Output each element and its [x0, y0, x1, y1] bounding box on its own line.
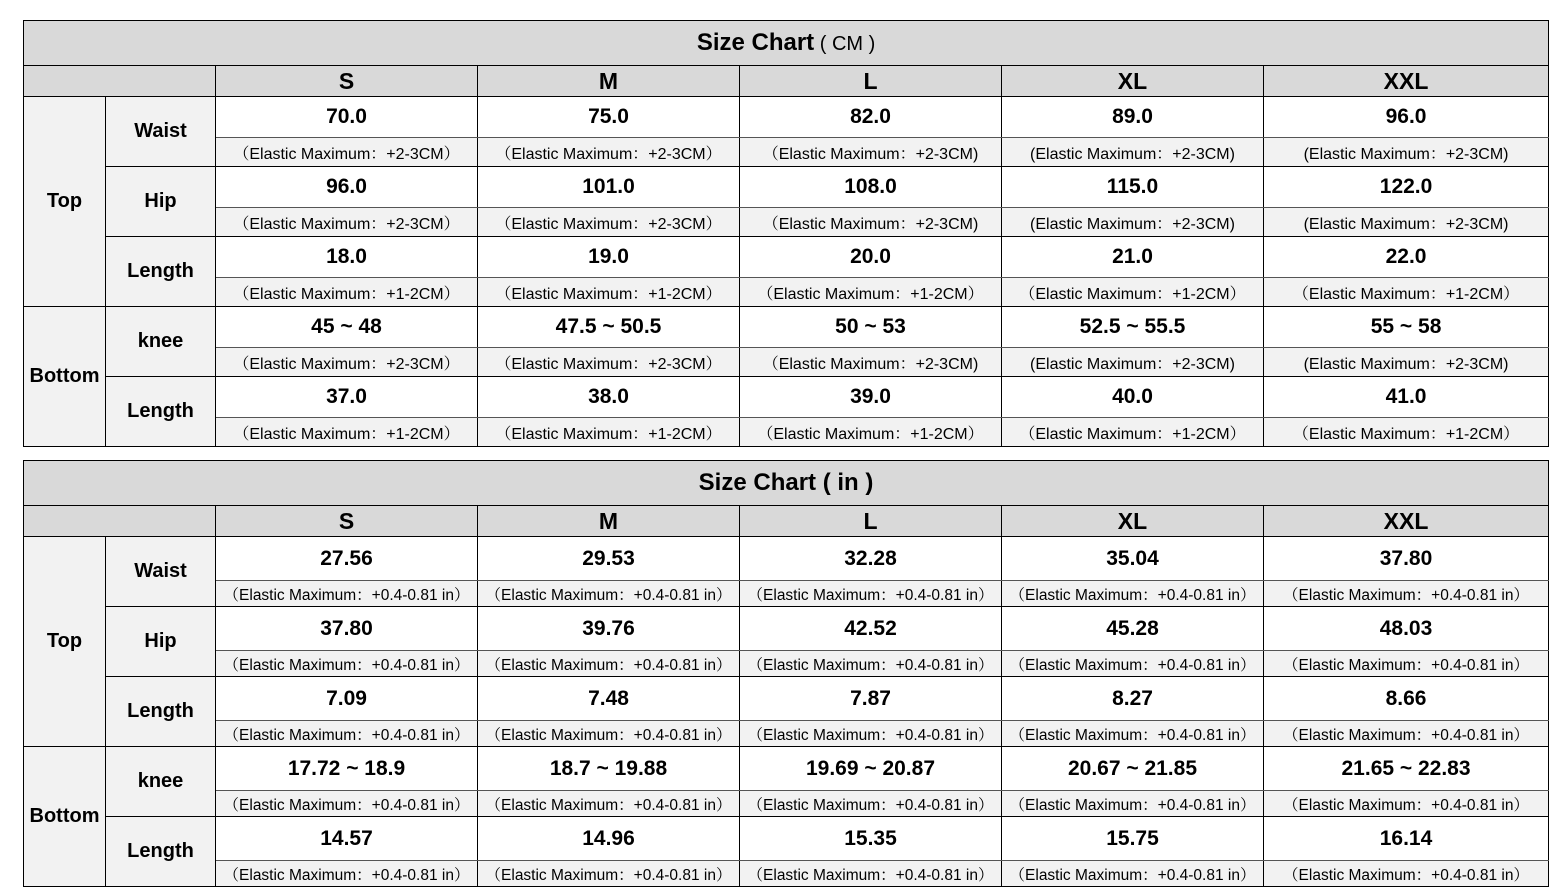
size-chart-in — [23, 460, 1548, 887]
elastic-note: （Elastic Maximum：+1-2CM） — [740, 278, 1002, 307]
elastic-note: （Elastic Maximum：+2-3CM) — [740, 348, 1002, 377]
elastic-note: （Elastic Maximum：+2-3CM) — [740, 208, 1002, 237]
size-value: 55 ~ 58 — [1264, 307, 1549, 348]
measure-label: Length — [106, 817, 216, 887]
elastic-note: （Elastic Maximum：+1-2CM） — [1002, 278, 1264, 307]
table-row — [24, 97, 1549, 138]
measure-label: Hip — [106, 167, 216, 237]
size-value: 45 ~ 48 — [216, 307, 478, 348]
size-value: 42.52 — [740, 607, 1002, 651]
size-value: 37.80 — [1264, 537, 1549, 581]
size-value: 7.87 — [740, 677, 1002, 721]
elastic-note: （Elastic Maximum：+1-2CM） — [478, 278, 740, 307]
size-value: 39.0 — [740, 377, 1002, 418]
table-row — [24, 307, 1549, 348]
elastic-note: （Elastic Maximum：+1-2CM） — [478, 418, 740, 447]
elastic-note: （Elastic Maximum：+0.4-0.81 in） — [478, 581, 740, 607]
size-table — [23, 460, 1549, 887]
group-label: Bottom — [24, 307, 106, 447]
elastic-note: （Elastic Maximum：+0.4-0.81 in） — [1002, 651, 1264, 677]
table-row — [24, 607, 1549, 651]
table-row-note — [24, 208, 1549, 237]
size-value: 18.0 — [216, 237, 478, 278]
size-value: 122.0 — [1264, 167, 1549, 208]
size-value: 20.67 ~ 21.85 — [1002, 747, 1264, 791]
size-header: XXL — [1264, 506, 1549, 537]
size-table — [23, 20, 1549, 447]
elastic-note: （Elastic Maximum：+0.4-0.81 in） — [1002, 791, 1264, 817]
elastic-note: （Elastic Maximum：+0.4-0.81 in） — [740, 861, 1002, 887]
elastic-note: （Elastic Maximum：+0.4-0.81 in） — [216, 651, 478, 677]
table-row — [24, 167, 1549, 208]
elastic-note: （Elastic Maximum：+0.4-0.81 in） — [1002, 581, 1264, 607]
size-value: 37.0 — [216, 377, 478, 418]
size-value: 14.96 — [478, 817, 740, 861]
table-row — [24, 747, 1549, 791]
size-value: 16.14 — [1264, 817, 1549, 861]
elastic-note: （Elastic Maximum：+2-3CM） — [216, 208, 478, 237]
elastic-note: （Elastic Maximum：+0.4-0.81 in） — [1264, 861, 1549, 887]
size-value: 89.0 — [1002, 97, 1264, 138]
table-row — [24, 237, 1549, 278]
elastic-note: （Elastic Maximum：+0.4-0.81 in） — [740, 651, 1002, 677]
chart-title-text: Size Chart — [696, 29, 815, 56]
size-header: M — [478, 66, 740, 97]
size-value: 96.0 — [216, 167, 478, 208]
size-value: 19.0 — [478, 237, 740, 278]
size-value: 20.0 — [740, 237, 1002, 278]
size-value: 39.76 — [478, 607, 740, 651]
size-header: S — [216, 506, 478, 537]
elastic-note: (Elastic Maximum：+2-3CM) — [1264, 208, 1549, 237]
size-header: XL — [1002, 506, 1264, 537]
elastic-note: （Elastic Maximum：+2-3CM） — [478, 138, 740, 167]
size-value: 70.0 — [216, 97, 478, 138]
elastic-note: (Elastic Maximum：+2-3CM) — [1002, 208, 1264, 237]
elastic-note: （Elastic Maximum：+2-3CM） — [216, 138, 478, 167]
table-row-note — [24, 721, 1549, 747]
table-row — [24, 377, 1549, 418]
size-header: L — [740, 66, 1002, 97]
chart-unit: ( in ) — [816, 469, 874, 496]
elastic-note: （Elastic Maximum：+1-2CM） — [740, 418, 1002, 447]
table-row-note — [24, 138, 1549, 167]
table-row-note — [24, 418, 1549, 447]
elastic-note: （Elastic Maximum：+1-2CM） — [1002, 418, 1264, 447]
size-value: 21.65 ~ 22.83 — [1264, 747, 1549, 791]
elastic-note: （Elastic Maximum：+2-3CM） — [478, 348, 740, 377]
size-value: 15.35 — [740, 817, 1002, 861]
elastic-note: （Elastic Maximum：+0.4-0.81 in） — [1002, 721, 1264, 747]
elastic-note: （Elastic Maximum：+2-3CM) — [740, 138, 1002, 167]
size-value: 45.28 — [1002, 607, 1264, 651]
size-value: 18.7 ~ 19.88 — [478, 747, 740, 791]
elastic-note: （Elastic Maximum：+1-2CM） — [216, 418, 478, 447]
size-value: 50 ~ 53 — [740, 307, 1002, 348]
elastic-note: （Elastic Maximum：+0.4-0.81 in） — [1002, 861, 1264, 887]
group-label: Bottom — [24, 747, 106, 887]
size-value: 40.0 — [1002, 377, 1264, 418]
size-value: 38.0 — [478, 377, 740, 418]
size-value: 108.0 — [740, 167, 1002, 208]
size-value: 17.72 ~ 18.9 — [216, 747, 478, 791]
measure-label: Hip — [106, 607, 216, 677]
group-label: Top — [24, 97, 106, 307]
elastic-note: （Elastic Maximum：+1-2CM） — [216, 278, 478, 307]
table-row-note — [24, 651, 1549, 677]
size-value: 48.03 — [1264, 607, 1549, 651]
header-blank — [24, 66, 216, 97]
size-value: 101.0 — [478, 167, 740, 208]
measure-label: Length — [106, 237, 216, 307]
size-value: 52.5 ~ 55.5 — [1002, 307, 1264, 348]
elastic-note: (Elastic Maximum：+2-3CM) — [1002, 348, 1264, 377]
size-value: 35.04 — [1002, 537, 1264, 581]
size-value: 27.56 — [216, 537, 478, 581]
elastic-note: （Elastic Maximum：+0.4-0.81 in） — [740, 791, 1002, 817]
table-row-note — [24, 861, 1549, 887]
elastic-note: （Elastic Maximum：+2-3CM） — [478, 208, 740, 237]
measure-label: Length — [106, 677, 216, 747]
table-row-note — [24, 278, 1549, 307]
size-header: S — [216, 66, 478, 97]
elastic-note: （Elastic Maximum：+0.4-0.81 in） — [1264, 651, 1549, 677]
size-value: 32.28 — [740, 537, 1002, 581]
chart-unit: ( CM ) — [814, 33, 876, 55]
elastic-note: （Elastic Maximum：+1-2CM） — [1264, 418, 1549, 447]
elastic-note: （Elastic Maximum：+0.4-0.81 in） — [1264, 581, 1549, 607]
size-header: M — [478, 506, 740, 537]
elastic-note: （Elastic Maximum：+1-2CM） — [1264, 278, 1549, 307]
measure-label: Waist — [106, 97, 216, 167]
size-value: 19.69 ~ 20.87 — [740, 747, 1002, 791]
elastic-note: （Elastic Maximum：+0.4-0.81 in） — [216, 791, 478, 817]
size-value: 7.48 — [478, 677, 740, 721]
size-header: L — [740, 506, 1002, 537]
size-value: 96.0 — [1264, 97, 1549, 138]
elastic-note: （Elastic Maximum：+0.4-0.81 in） — [478, 721, 740, 747]
size-header: XL — [1002, 66, 1264, 97]
size-value: 22.0 — [1264, 237, 1549, 278]
elastic-note: (Elastic Maximum：+2-3CM) — [1002, 138, 1264, 167]
measure-label: Length — [106, 377, 216, 447]
size-value: 41.0 — [1264, 377, 1549, 418]
table-row-note — [24, 581, 1549, 607]
elastic-note: （Elastic Maximum：+0.4-0.81 in） — [1264, 791, 1549, 817]
size-value: 82.0 — [740, 97, 1002, 138]
elastic-note: （Elastic Maximum：+0.4-0.81 in） — [478, 651, 740, 677]
size-value: 29.53 — [478, 537, 740, 581]
size-value: 115.0 — [1002, 167, 1264, 208]
size-value: 8.27 — [1002, 677, 1264, 721]
chart-title-text: Size Chart — [698, 469, 817, 496]
chart-title — [24, 461, 1549, 506]
measure-label: knee — [106, 747, 216, 817]
table-row — [24, 677, 1549, 721]
table-row-note — [24, 348, 1549, 377]
size-value: 75.0 — [478, 97, 740, 138]
table-row-note — [24, 791, 1549, 817]
size-value: 14.57 — [216, 817, 478, 861]
size-value: 7.09 — [216, 677, 478, 721]
size-value: 8.66 — [1264, 677, 1549, 721]
size-chart-cm — [23, 20, 1548, 447]
elastic-note: （Elastic Maximum：+0.4-0.81 in） — [478, 791, 740, 817]
size-value: 37.80 — [216, 607, 478, 651]
elastic-note: (Elastic Maximum：+2-3CM) — [1264, 348, 1549, 377]
elastic-note: （Elastic Maximum：+0.4-0.81 in） — [740, 721, 1002, 747]
chart-title — [24, 21, 1549, 66]
size-header: XXL — [1264, 66, 1549, 97]
elastic-note: （Elastic Maximum：+0.4-0.81 in） — [216, 861, 478, 887]
measure-label: knee — [106, 307, 216, 377]
size-value: 47.5 ~ 50.5 — [478, 307, 740, 348]
header-blank — [24, 506, 216, 537]
elastic-note: （Elastic Maximum：+0.4-0.81 in） — [216, 581, 478, 607]
elastic-note: （Elastic Maximum：+0.4-0.81 in） — [216, 721, 478, 747]
elastic-note: （Elastic Maximum：+0.4-0.81 in） — [478, 861, 740, 887]
group-label: Top — [24, 537, 106, 747]
table-row — [24, 817, 1549, 861]
table-row — [24, 537, 1549, 581]
elastic-note: （Elastic Maximum：+0.4-0.81 in） — [740, 581, 1002, 607]
measure-label: Waist — [106, 537, 216, 607]
size-value: 15.75 — [1002, 817, 1264, 861]
elastic-note: （Elastic Maximum：+2-3CM） — [216, 348, 478, 377]
size-value: 21.0 — [1002, 237, 1264, 278]
elastic-note: (Elastic Maximum：+2-3CM) — [1264, 138, 1549, 167]
elastic-note: （Elastic Maximum：+0.4-0.81 in） — [1264, 721, 1549, 747]
